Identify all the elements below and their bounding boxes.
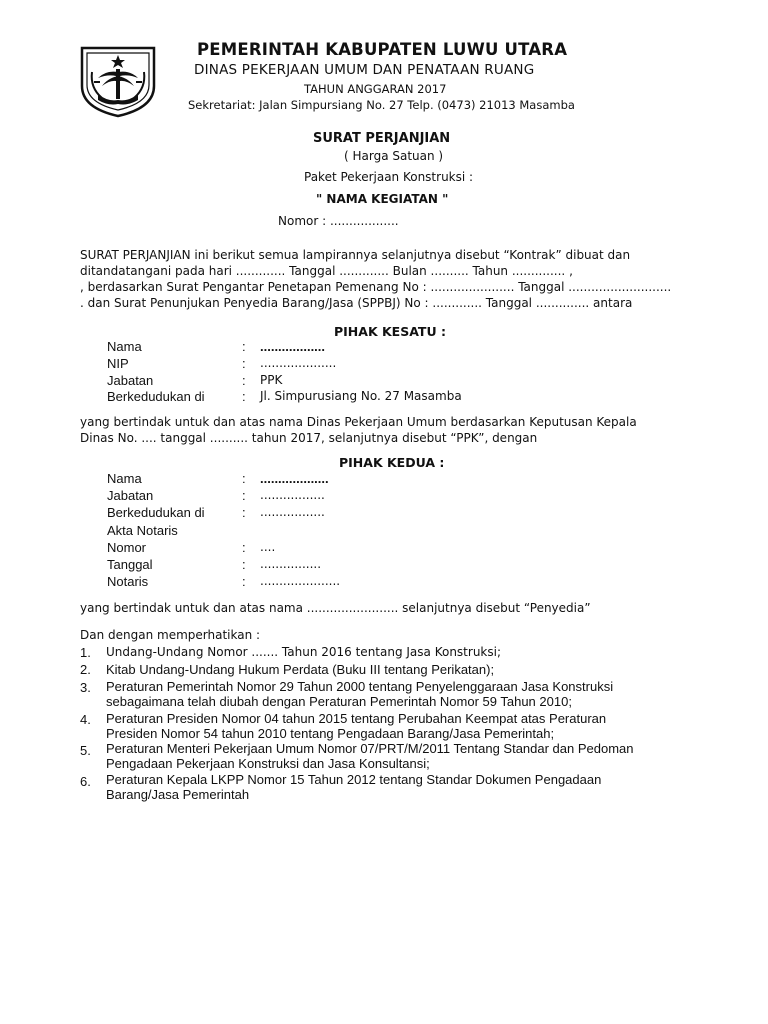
party-two-value: ................ — [260, 557, 322, 571]
party-one-label: Nama — [107, 339, 142, 354]
considering-item-number: 3. — [80, 680, 91, 695]
header-address: Sekretariat: Jalan Simpursiang No. 27 Telp. (0473) 21013 Masamba — [188, 98, 575, 112]
considering-intro: Dan dengan memperhatikan : — [80, 628, 261, 642]
considering-item-text: Undang-Undang Nomor ....... Tahun 2016 tentang Jasa Konstruksi; — [106, 645, 501, 659]
party-one-value: Jl. Simpurusiang No. 27 Masamba — [260, 389, 462, 403]
considering-item-number: 1. — [80, 645, 91, 660]
considering-item-text: sebagaimana telah diubah dengan Peraturan Pemerintah Nomor 59 Tahun 2010; — [106, 694, 572, 709]
party-two-label: Akta Notaris — [107, 523, 178, 538]
luwu-utara-emblem-logo — [78, 42, 158, 118]
party-two-value: .... — [260, 540, 276, 554]
party-two-label: Notaris — [107, 574, 149, 589]
party-one-label: NIP — [107, 356, 129, 371]
party-two-label: Berkedudukan di — [107, 505, 205, 520]
party-two-heading: PIHAK KEDUA : — [339, 455, 445, 470]
party-one-value: PPK — [260, 373, 283, 387]
party-two-label: Nama — [107, 471, 142, 486]
document-number: Nomor : .................. — [278, 214, 399, 228]
considering-item-text: Presiden Nomor 54 tahun 2010 tentang Pengadaan Barang/Jasa Pemerintah; — [106, 726, 555, 741]
considering-item-number: 4. — [80, 712, 91, 727]
intro-line: ditandatangani pada hari ............. Tanggal ............. Bulan .......... Tahun .............. , — [80, 264, 573, 278]
activity-name: " NAMA KEGIATAN " — [316, 192, 449, 206]
party-one-colon: : — [242, 356, 246, 371]
considering-item-number: 2. — [80, 662, 91, 677]
intro-line: . dan Surat Penunjukan Penyedia Barang/Jasa (SPPBJ) No : ............. Tanggal .............. antara — [80, 296, 633, 310]
party-one-value: .................... — [260, 356, 337, 370]
considering-item-number: 6. — [80, 774, 91, 789]
party-one-heading: PIHAK KESATU : — [334, 324, 446, 339]
title-subtitle-package: Paket Pekerjaan Konstruksi : — [304, 170, 474, 184]
party-two-value: ................. — [260, 505, 325, 519]
party-one-label: Berkedudukan di — [107, 389, 205, 404]
party-one-colon: : — [242, 339, 246, 354]
considering-item-text: Peraturan Presiden Nomor 04 tahun 2015 tentang Perubahan Keempat atas Peraturan — [106, 711, 607, 726]
considering-item-text: Kitab Undang-Undang Hukum Perdata (Buku III tentang Perikatan); — [106, 662, 495, 677]
party-two-colon: : — [242, 488, 246, 503]
party-two-colon: : — [242, 574, 246, 589]
considering-item-text: Peraturan Menteri Pekerjaan Umum Nomor 07/PRT/M/2011 Tentang Standar dan Pedoman — [106, 741, 634, 756]
party-one-value: .................. — [260, 339, 326, 354]
considering-item-number: 5. — [80, 743, 91, 758]
intro-line: , berdasarkan Surat Pengantar Penetapan Pemenang No : ...................... Tanggal ........................... — [80, 280, 672, 294]
party-two-description: yang bertindak untuk dan atas nama ........................ selanjutnya disebut “Penyedia” — [80, 601, 591, 615]
party-two-value: ................. — [260, 488, 325, 502]
title-subtitle-unit-price: ( Harga Satuan ) — [344, 149, 444, 163]
party-one-colon: : — [242, 373, 246, 388]
considering-item-text: Pengadaan Pekerjaan Konstruksi dan Jasa Konsultansi; — [106, 756, 430, 771]
party-one-description: yang bertindak untuk dan atas nama Dinas Pekerjaan Umum berdasarkan Keputusan Kepala — [80, 415, 637, 429]
party-one-colon: : — [242, 389, 246, 404]
header-budget-year: TAHUN ANGGARAN 2017 — [304, 82, 447, 96]
considering-item-text: Peraturan Kepala LKPP Nomor 15 Tahun 2012 tentang Standar Dokumen Pengadaan — [106, 772, 602, 787]
party-two-colon: : — [242, 540, 246, 555]
party-two-label: Tanggal — [107, 557, 153, 572]
intro-line: SURAT PERJANJIAN ini berikut semua lampirannya selanjutnya disebut “Kontrak” dibuat dan — [80, 248, 631, 262]
considering-item-text: Peraturan Pemerintah Nomor 29 Tahun 2000 tentang Penyelenggaraan Jasa Konstruksi — [106, 679, 614, 694]
party-two-value: ................... — [260, 471, 329, 486]
party-one-description: Dinas No. .... tanggal .......... tahun 2017, selanjutnya disebut “PPK”, dengan — [80, 431, 538, 445]
party-two-colon: : — [242, 505, 246, 520]
party-two-colon: : — [242, 471, 246, 486]
party-two-colon: : — [242, 557, 246, 572]
party-one-label: Jabatan — [107, 373, 154, 388]
header-government-name: PEMERINTAH KABUPATEN LUWU UTARA — [197, 40, 568, 59]
header-department-name: DINAS PEKERJAAN UMUM DAN PENATAAN RUANG — [194, 62, 535, 78]
document-title: SURAT PERJANJIAN — [313, 131, 451, 146]
party-two-label: Nomor — [107, 540, 147, 555]
party-two-value: ..................... — [260, 574, 341, 588]
considering-item-text: Barang/Jasa Pemerintah — [106, 787, 250, 802]
party-two-label: Jabatan — [107, 488, 154, 503]
